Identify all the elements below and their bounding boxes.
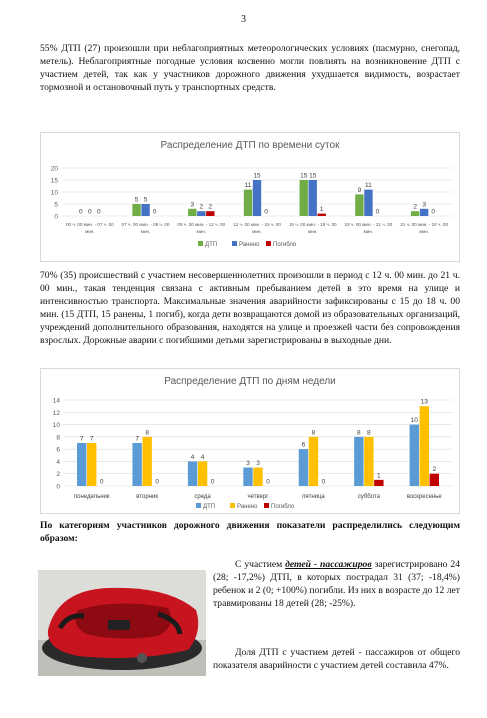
category-label: 18 ч. 00 мин. - 21 ч. 00 bbox=[344, 222, 393, 227]
bar bbox=[410, 425, 419, 486]
data-label: 8 bbox=[311, 429, 316, 437]
data-label: 1 bbox=[377, 472, 381, 480]
bar bbox=[206, 211, 214, 216]
passengers-share-paragraph bbox=[213, 647, 460, 673]
bar bbox=[132, 204, 140, 216]
legend-label: Погибло bbox=[271, 504, 295, 510]
category-label: 07 ч. 00 мин. - 09 ч. 00 bbox=[121, 222, 170, 227]
data-label: 7 bbox=[135, 435, 139, 443]
bar bbox=[374, 480, 383, 486]
data-label: 2 bbox=[432, 466, 437, 474]
chart-time-of-day bbox=[40, 132, 460, 262]
bar bbox=[141, 204, 149, 216]
bar bbox=[364, 190, 372, 216]
bar bbox=[364, 437, 373, 486]
data-label: 0 bbox=[99, 478, 104, 486]
category-label: 00 ч. 00 мин. - 07 ч. 00 bbox=[65, 222, 114, 227]
bar bbox=[309, 180, 317, 216]
y-tick-label: 15 bbox=[50, 177, 58, 185]
chart-title: Распределение ДТП по дням недели bbox=[164, 376, 336, 387]
paragraph-categories: По категориям участников дорожного движения показатели распределились следующим образом: bbox=[40, 520, 460, 544]
data-label: 0 bbox=[210, 478, 215, 486]
data-label: 8 bbox=[367, 429, 371, 437]
data-label: 9 bbox=[357, 186, 362, 194]
y-tick-label: 10 bbox=[50, 189, 58, 197]
page-number: 3 bbox=[241, 14, 246, 25]
category-label: мин. bbox=[85, 229, 95, 234]
data-label: 3 bbox=[256, 460, 260, 468]
data-label: 3 bbox=[422, 201, 426, 209]
legend-swatch bbox=[198, 241, 203, 246]
bar bbox=[87, 443, 96, 486]
legend-label: ДТП bbox=[205, 242, 218, 248]
legend-swatch bbox=[230, 503, 235, 508]
bar bbox=[142, 437, 151, 486]
bar bbox=[420, 209, 428, 216]
data-label: 4 bbox=[190, 453, 195, 461]
chart-days-of-week-svg bbox=[40, 368, 460, 514]
category-label: суббота bbox=[357, 494, 380, 500]
chart-time-of-day-svg bbox=[40, 132, 460, 262]
bar bbox=[132, 443, 141, 486]
bar bbox=[253, 180, 261, 216]
bar bbox=[197, 211, 205, 216]
category-label: 09 ч. 00 мин. - 12 ч. 00 bbox=[177, 222, 226, 227]
legend-label: Ранено bbox=[237, 504, 258, 510]
data-label: 15 bbox=[309, 172, 317, 180]
bar bbox=[300, 180, 308, 216]
legend-swatch bbox=[264, 503, 269, 508]
bar bbox=[243, 468, 252, 486]
chart-days-of-week bbox=[40, 368, 460, 514]
category-label: мин. bbox=[140, 229, 151, 234]
data-label: 0 bbox=[264, 208, 268, 216]
y-tick-label: 14 bbox=[52, 397, 60, 405]
legend-label: ДТП bbox=[203, 504, 216, 510]
y-tick-label: 0 bbox=[56, 483, 60, 491]
legend-swatch bbox=[196, 503, 201, 508]
category-label: мин. bbox=[419, 229, 429, 234]
category-label: понедельник bbox=[73, 494, 110, 500]
bar bbox=[309, 437, 318, 486]
data-label: 2 bbox=[413, 203, 417, 211]
bar bbox=[77, 443, 86, 486]
category-label: 12 ч. 00 мин. - 15 ч. 00 bbox=[233, 222, 281, 227]
bar bbox=[299, 449, 308, 486]
data-label: 0 bbox=[321, 478, 326, 486]
y-tick-label: 0 bbox=[54, 213, 58, 221]
legend-label: Ранено bbox=[239, 242, 260, 248]
data-label: 13 bbox=[420, 398, 428, 406]
bar bbox=[188, 461, 197, 486]
data-label: 2 bbox=[208, 203, 213, 211]
paragraph-weather: 55% ДТП (27) произошли при неблагоприятных метеорологических условиях (пасмурно, снегопад, метель). Неблагоприятные погодные условия косвенно могли повлиять на возникновение ДТП с участием детей, так как у участников дорожного движения ухудшается видимость, возрастает тормозной и остановочный путь у транспортных средств. bbox=[40, 43, 460, 93]
passengers-paragraph bbox=[213, 559, 460, 611]
data-label: 7 bbox=[89, 435, 94, 443]
y-tick-label: 8 bbox=[56, 434, 60, 442]
category-label: мин. bbox=[252, 229, 262, 234]
category-label: 21 ч. 00 мин. - 24 ч. 00 bbox=[400, 222, 449, 227]
data-label: 0 bbox=[155, 478, 159, 486]
data-label: 11 bbox=[365, 182, 372, 190]
category-label: мин. bbox=[196, 229, 207, 234]
bar bbox=[411, 211, 419, 216]
paragraph-time-analysis: 70% (35) происшествий с участием несовершеннолетних произошли в период с 12 ч. 00 мин. до 21 ч. 00 мин., такая тенденция связана с активным пребыванием детей в это время на улице и интенсивностью транспорта. Максимальные значения аварийности зафиксированы с 15 до 18 ч. 00 мин. (15 ДТП, 15 ранены, 1 погиб), когда дети возвращаются домой из образовательных организаций, учреждений дополнительного образования, находятся на улице и проезжей части без сопровождения взрослых. Дорожные аварии с погибшими детьми зарегистрированы в выходные дни. bbox=[40, 270, 460, 346]
data-label: 0 bbox=[431, 208, 435, 216]
data-label: 0 bbox=[152, 208, 157, 216]
y-tick-label: 2 bbox=[56, 471, 60, 479]
data-label: 7 bbox=[79, 435, 84, 443]
y-tick-label: 12 bbox=[52, 409, 60, 417]
data-label: 6 bbox=[301, 441, 306, 449]
bar bbox=[318, 214, 326, 216]
y-tick-label: 5 bbox=[54, 201, 58, 209]
category-label: четверг bbox=[247, 494, 269, 500]
data-label: 4 bbox=[200, 453, 205, 461]
passengers-emphasis: детей - пассажиров bbox=[285, 559, 372, 570]
child-car-seat-photo bbox=[38, 570, 206, 676]
bar bbox=[420, 406, 429, 486]
legend-swatch bbox=[232, 241, 237, 246]
category-label: среда bbox=[194, 494, 211, 500]
category-label: мин. bbox=[363, 229, 374, 234]
category-label: воскресенье bbox=[406, 494, 442, 500]
data-label: 5 bbox=[134, 196, 139, 204]
passengers-share-text: Доля ДТП с участием детей - пассажиров от общего показателя аварийности с участием детей составила 47%. bbox=[213, 647, 460, 671]
y-tick-label: 10 bbox=[52, 422, 60, 430]
category-label: пятница bbox=[302, 494, 325, 500]
bar bbox=[355, 194, 363, 216]
data-label: 1 bbox=[319, 206, 324, 214]
bar bbox=[430, 474, 439, 486]
data-label: 3 bbox=[246, 460, 250, 468]
data-label: 2 bbox=[199, 203, 204, 211]
passengers-stats: зарегистрировано 24 (28; -17,2%) ДТП, в которых пострадал 31 (37; -18,4%) ребенок и 2 (0; +100%) погибли. Из них в возрасте до 12 лет травмированы 18 детей (28; -25%). bbox=[213, 559, 460, 609]
bar bbox=[354, 437, 363, 486]
category-label: мин. bbox=[307, 229, 318, 234]
data-label: 5 bbox=[143, 196, 148, 204]
data-label: 0 bbox=[375, 208, 380, 216]
bar bbox=[253, 468, 262, 486]
y-tick-label: 4 bbox=[56, 458, 60, 466]
data-label: 10 bbox=[410, 417, 418, 425]
chart-title: Распределение ДТП по времени суток bbox=[160, 140, 340, 151]
legend-label: Погибло bbox=[273, 242, 297, 248]
data-label: 15 bbox=[253, 172, 261, 180]
legend-swatch bbox=[266, 241, 271, 246]
bar bbox=[188, 209, 196, 216]
data-label: 15 bbox=[300, 172, 308, 180]
data-label: 0 bbox=[97, 208, 101, 216]
bar bbox=[244, 190, 252, 216]
data-label: 0 bbox=[88, 208, 92, 216]
data-label: 8 bbox=[145, 429, 149, 437]
category-label: вторник bbox=[136, 494, 158, 500]
y-tick-label: 6 bbox=[56, 446, 60, 454]
data-label: 8 bbox=[357, 429, 361, 437]
passengers-intro: С участием bbox=[235, 559, 283, 570]
data-label: 11 bbox=[244, 182, 252, 190]
bar bbox=[198, 461, 207, 486]
category-label: 15 ч. 00 мин. - 18 ч. 00 bbox=[288, 222, 337, 227]
data-label: 0 bbox=[79, 208, 83, 216]
data-label: 0 bbox=[266, 478, 270, 486]
data-label: 3 bbox=[190, 201, 195, 209]
y-tick-label: 20 bbox=[50, 165, 58, 173]
